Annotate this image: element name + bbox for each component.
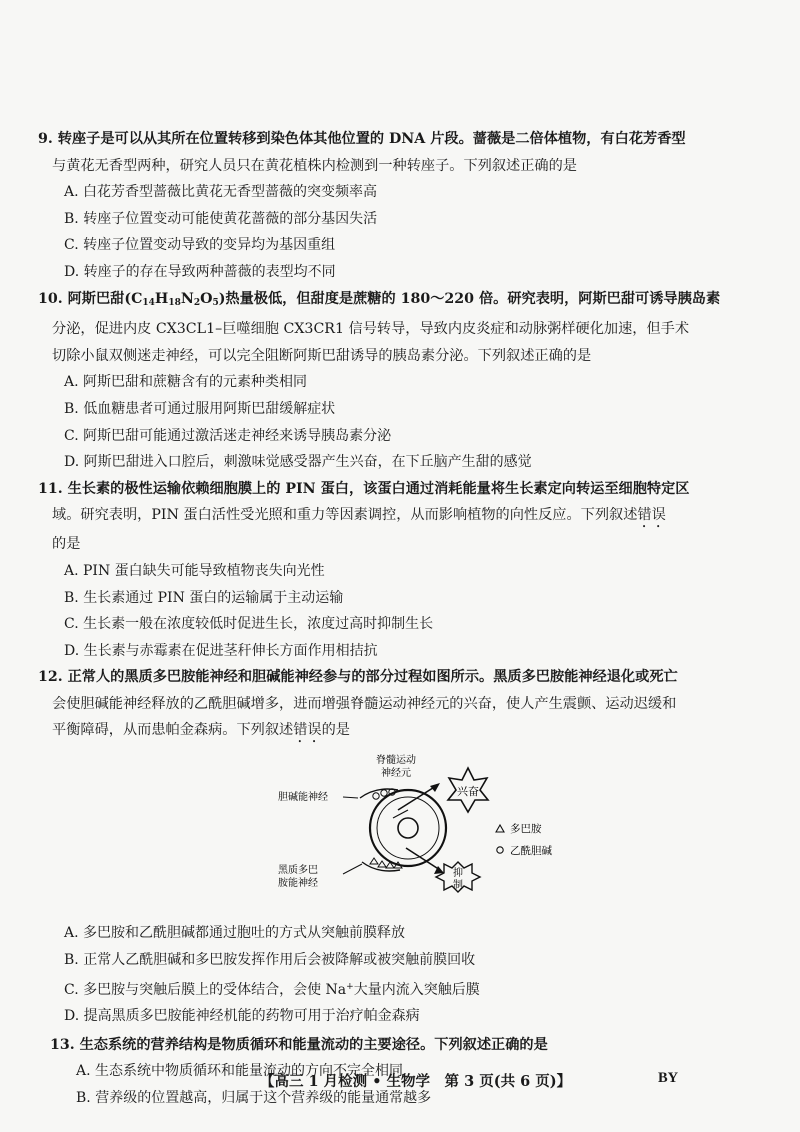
q9-option-d: D. 转座子的存在导致两种蔷薇的表型均不同 xyxy=(64,263,336,280)
neuron-outer-circle xyxy=(370,790,446,866)
legend-circle-icon xyxy=(497,847,503,853)
q9-option-c: C. 转座子位置变动导致的变异均为基因重组 xyxy=(64,237,336,254)
label-dopa-2: 胺能神经 xyxy=(278,878,318,890)
q12-option-b: B. 正常人乙酰胆碱和多巴胺发挥作用后会被降解或被突触前膜回收 xyxy=(64,952,476,969)
label-inhibit-1: 抑 xyxy=(453,868,463,880)
q13-stem: 13. 生态系统的营养结构是物质循环和能量流动的主要途径。下列叙述正确的是 xyxy=(50,1036,548,1053)
legend-dopamine: 多巴胺 xyxy=(510,823,542,836)
ach-vesicle xyxy=(373,793,379,799)
label-spinal-2: 神经元 xyxy=(381,768,411,780)
question-9 xyxy=(38,126,738,286)
q11-stem-line-1: 11. 生长素的极性运输依赖细胞膜上的 PIN 蛋白，该蛋白通过消耗能量将生长素定向转运至细胞特定区 xyxy=(38,480,690,497)
q13-option-b: B. 营养级的位置越高，归属于这个营养级的能量通常越多 xyxy=(76,1090,432,1107)
question-11 xyxy=(38,476,738,665)
q12-stem-line-3: 平衡障碍，从而患帕金森病。下列叙述错误的是 xyxy=(52,722,350,739)
q10-stem-line-2: 分泌，促进内皮 CX3CL1–巨噬细胞 CX3CR1 信号转导，导致内皮炎症和动脉粥样硬化加速，但手术 xyxy=(52,321,690,338)
neuron-diagram-svg xyxy=(258,750,558,918)
neuron-nucleus xyxy=(398,818,418,838)
q10-option-a: A. 阿斯巴甜和蔗糖含有的元素种类相同 xyxy=(64,374,308,391)
q11-stem-line-2: 域。研究表明，PIN 蛋白活性受光照和重力等因素调控，从而影响植物的向性反应。下列叙述错误 xyxy=(52,507,666,524)
dopamine-molecule xyxy=(378,861,386,867)
q13-option-a: A. 生态系统中物质循环和能量流动的方向不完全相同 xyxy=(76,1063,404,1080)
neuron-diagram xyxy=(38,750,738,918)
legend-ach: 乙酰胆碱 xyxy=(510,845,552,858)
question-10 xyxy=(38,286,738,476)
q10-option-d: D. 阿斯巴甜进入口腔后，刺激味觉感受器产生兴奋，在下丘脑产生甜的感觉 xyxy=(64,454,532,471)
dopa-leader xyxy=(343,864,362,874)
q12-option-c: C. 多巴胺与突触后膜上的受体结合，会使 Na+大量内流入突触后膜 xyxy=(64,981,480,998)
ach-vesicle xyxy=(381,790,387,796)
label-spinal-1: 脊髓运动 xyxy=(376,755,416,767)
q11-option-c: C. 生长素一般在浓度较低时促进生长，浓度过高时抑制生长 xyxy=(64,616,434,633)
label-dopa-1: 黑质多巴 xyxy=(278,865,318,877)
q10-option-c: C. 阿斯巴甜可能通过激活迷走神经来诱导胰岛素分泌 xyxy=(64,427,392,444)
q9-stem-line-2: 与黄花无香型两种，研究人员只在黄花植株内检测到一种转座子。下列叙述正确的是 xyxy=(52,157,577,174)
arrow-excite-head xyxy=(430,783,440,792)
question-list xyxy=(38,126,738,1112)
q11-stem-line-3: 的是 xyxy=(52,536,81,553)
q11-emphasis: 错误 xyxy=(637,507,666,524)
q11-option-a: A. PIN 蛋白缺失可能导致植物丧失向光性 xyxy=(64,562,325,579)
dopamine-molecule xyxy=(370,858,378,864)
cholinergic-leader xyxy=(343,797,358,798)
page-footer xyxy=(0,1070,800,1094)
q10-option-b: B. 低血糖患者可通过服用阿斯巴甜缓解症状 xyxy=(64,400,336,417)
q12-emphasis: 错误 xyxy=(293,722,322,739)
q9-stem-line-1: 9. 转座子是可以从其所在位置转移到染色体其他位置的 DNA 片段。蔷薇是二倍体植物，有白花芳香型 xyxy=(38,131,686,147)
q9-option-b: B. 转座子位置变动可能使黄花蔷薇的部分基因失活 xyxy=(64,210,378,227)
q11-option-d: D. 生长素与赤霉素在促进茎秆伸长方面作用相拮抗 xyxy=(64,642,378,659)
q10-stem-line-1: 10. 阿斯巴甜$(C_{14}H_{18}N_2O_5)$热量极低，但甜度是蔗糖的 180～220 倍。研究表明，阿斯巴甜可诱导胰岛素 xyxy=(38,290,721,308)
q10-stem-line-3: 切除小鼠双侧迷走神经，可以完全阻断阿斯巴甜诱导的胰岛素分泌。下列叙述正确的是 xyxy=(52,347,592,364)
label-cholinergic: 胆碱能神经 xyxy=(278,792,328,804)
q11-option-b: B. 生长素通过 PIN 蛋白的运输属于主动运输 xyxy=(64,589,344,606)
q12-stem-line-1: 12. 正常人的黑质多巴胺能神经和胆碱能神经参与的部分过程如图所示。黑质多巴胺能神经退化或死亡 xyxy=(38,669,678,686)
q9-option-a: A. 白花芳香型蔷薇比黄花无香型蔷薇的突变频率高 xyxy=(64,184,378,201)
label-inhibit-2: 制 xyxy=(453,880,463,892)
axon-line xyxy=(393,810,408,818)
q12-option-d: D. 提高黑质多巴胺能神经机能的药物可用于治疗帕金森病 xyxy=(64,1008,420,1025)
q12-option-a: A. 多巴胺和乙酰胆碱都通过胞吐的方式从突触前膜释放 xyxy=(64,925,406,942)
label-excite: 兴奋 xyxy=(457,785,479,799)
legend-triangle-icon xyxy=(496,825,504,832)
footer-title: 【高三 1 月检测 • 生物学 第 3 页(共 6 页)】 xyxy=(260,1073,572,1090)
question-12 xyxy=(38,664,738,1030)
q12-stem-line-2: 会使胆碱能神经释放的乙酰胆碱增多，进而增强脊髓运动神经元的兴奋，使人产生震颤、运动迟缓和 xyxy=(52,695,677,712)
footer-code: BY xyxy=(658,1070,679,1086)
